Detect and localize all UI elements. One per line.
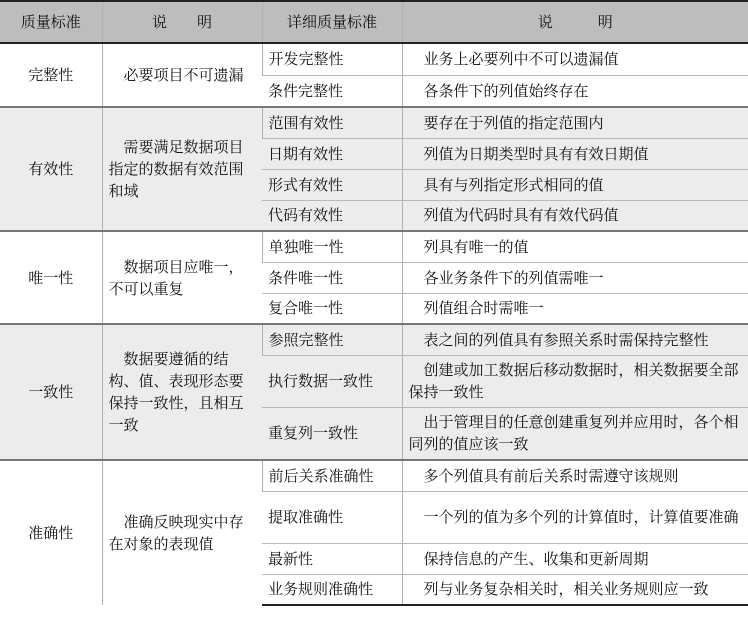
detail-standard: 前后关系准确性	[262, 460, 402, 491]
detail-standard: 单独唯一性	[262, 231, 402, 262]
detail-standard: 日期有效性	[262, 138, 402, 169]
group-description: 数据项目应唯一，不可以重复	[102, 231, 262, 324]
detail-standard: 重复列一致性	[262, 407, 402, 460]
detail-description: 要存在于列值的指定范围内	[402, 107, 748, 138]
detail-description: 创建或加工数据后移动数据时，相关数据要全部保持一致性	[402, 355, 748, 407]
header-standard: 质量标准	[0, 1, 102, 43]
group-standard: 唯一性	[0, 231, 102, 324]
table-row	[0, 231, 748, 262]
detail-description: 列值组合时需唯一	[402, 293, 748, 324]
detail-description: 列与业务复杂相关时，相关业务规则应一致	[402, 574, 748, 605]
detail-standard: 最新性	[262, 543, 402, 574]
detail-description: 表之间的列值具有参照关系时需保持完整性	[402, 324, 748, 355]
detail-standard: 业务规则准确性	[262, 574, 402, 605]
detail-standard: 代码有效性	[262, 200, 402, 231]
detail-standard: 范围有效性	[262, 107, 402, 138]
detail-standard: 提取准确性	[262, 491, 402, 543]
detail-description: 多个列值具有前后关系时需遵守该规则	[402, 460, 748, 491]
group-description: 必要项目不可遗漏	[102, 43, 262, 107]
table-row	[0, 107, 748, 138]
table-row	[0, 43, 748, 75]
detail-description: 各条件下的列值始终存在	[402, 75, 748, 107]
detail-standard: 条件唯一性	[262, 262, 402, 293]
group-standard: 有效性	[0, 107, 102, 231]
detail-description: 列值为代码时具有有效代码值	[402, 200, 748, 231]
detail-standard: 参照完整性	[262, 324, 402, 355]
detail-description: 列具有唯一的值	[402, 231, 748, 262]
group-description: 数据要遵循的结构、值、表现形态要保持一致性，且相互一致	[102, 324, 262, 460]
group-standard: 一致性	[0, 324, 102, 460]
header-description: 说 明	[102, 1, 262, 43]
detail-description: 一个列的值为多个列的计算值时，计算值要准确	[402, 491, 748, 543]
detail-description: 出于管理目的任意创建重复列并应用时，各个相同列的值应该一致	[402, 407, 748, 460]
detail-standard: 形式有效性	[262, 169, 402, 200]
detail-description: 列值为日期类型时具有有效日期值	[402, 138, 748, 169]
table-row	[0, 324, 748, 355]
table-row	[0, 460, 748, 491]
detail-standard: 条件完整性	[262, 75, 402, 107]
header-row	[0, 1, 748, 43]
detail-standard: 开发完整性	[262, 43, 402, 75]
detail-description: 业务上必要列中不可以遗漏值	[402, 43, 748, 75]
detail-description: 保持信息的产生、收集和更新周期	[402, 543, 748, 574]
group-description: 需要满足数据项目指定的数据有效范围和域	[102, 107, 262, 231]
group-description: 准确反映现实中存在对象的表现值	[102, 460, 262, 605]
detail-standard: 复合唯一性	[262, 293, 402, 324]
group-standard: 准确性	[0, 460, 102, 605]
detail-description: 具有与列指定形式相同的值	[402, 169, 748, 200]
header-detail-standard: 详细质量标准	[262, 1, 402, 43]
detail-description: 各业务条件下的列值需唯一	[402, 262, 748, 293]
detail-standard: 执行数据一致性	[262, 355, 402, 407]
group-standard: 完整性	[0, 43, 102, 107]
header-detail-description: 说 明	[402, 1, 748, 43]
